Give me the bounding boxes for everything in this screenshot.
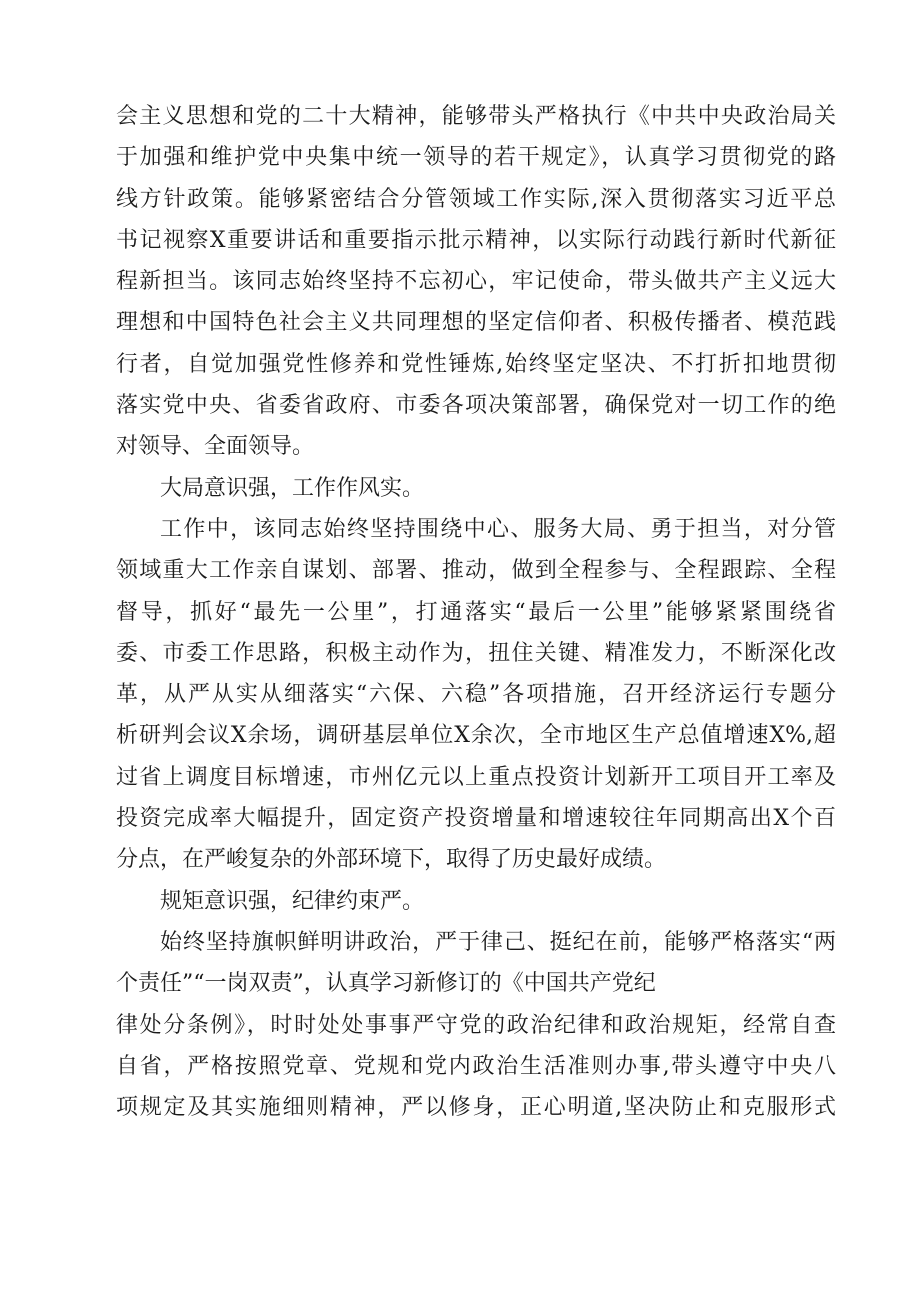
text-line: 书记视察X重要讲话和重要指示批示精神，以实际行动践行新时代新征 (116, 227, 836, 253)
text-line-paragraph-start: 工作中，该同志始终坚持围绕中心、服务大局、勇于担当，对分管 (160, 516, 836, 542)
text-line: 自省，严格按照党章、党规和党内政治生活准则办事,带头遵守中央八 (116, 1053, 836, 1079)
text-line: 投资完成率大幅提升，固定资产投资增量和增速较往年同期高出X个百 (116, 806, 836, 832)
text-line: 革，从严从实从细落实“六保、六稳”各项措施，召开经济运行专题分 (116, 682, 836, 708)
text-line: 过省上调度目标增速，市州亿元以上重点投资计划新开工项目开工率及 (116, 764, 836, 790)
text-line: 会主义思想和党的二十大精神，能够带头严格执行《中共中央政治局关 (116, 104, 836, 129)
text-line: 析研判会议X余场，调研基层单位X余次，全市地区生产总值增速X%,超 (116, 723, 836, 749)
text-line: 线方针政策。能够紧密结合分管领域工作实际,深入贯彻落实习近平总 (116, 186, 836, 212)
text-line: 程新担当。该同志始终坚持不忘初心，牢记使命，带头做共产主义远大 (116, 269, 836, 295)
section-heading-overall-awareness: 大局意识强，工作作风实。 (160, 475, 425, 501)
text-line: 委、市委工作思路，积极主动作为，扭住关键、精准发力，不断深化改 (116, 640, 836, 666)
text-line: 领域重大工作亲自谋划、部署、推动，做到全程参与、全程跟踪、全程 (116, 558, 836, 584)
text-line-paragraph-end: 分点，在严峻复杂的外部环境下，取得了历史最好成绩。 (116, 847, 667, 873)
text-line: 于加强和维护党中央集中统一领导的若干规定》，认真学习贯彻党的路 (116, 145, 836, 171)
section-heading-rules-awareness: 规矩意识强，纪律约束严。 (160, 888, 425, 914)
text-line: 项规定及其实施细则精神，严以修身，正心明道,坚决防止和克服形式 (116, 1095, 836, 1121)
text-line: 督导，抓好“最先一公里”，打通落实“最后一公里”能够紧紧围绕省 (116, 599, 836, 625)
document-body (116, 96, 836, 1128)
text-line-paragraph-start: 始终坚持旗帜鲜明讲政治，严于律己、挺纪在前，能够严格落实“两 (160, 929, 836, 955)
text-line: 理想和中国特色社会主义共同理想的坚定信仰者、积极传播者、模范践 (116, 310, 836, 336)
text-line: 个责任”“一岗双责”，认真学习新修订的《中国共产党纪 (116, 971, 656, 997)
text-line-paragraph-end: 对领导、全面领导。 (116, 434, 315, 460)
text-line: 落实党中央、省委省政府、市委各项决策部署，确保党对一切工作的绝 (116, 393, 836, 419)
text-line: 行者，自觉加强党性修养和党性锤炼,始终坚定坚决、不打折扣地贯彻 (116, 351, 836, 377)
text-line: 律处分条例》，时时处处事事严守党的政治纪律和政治规矩，经常自查 (116, 1012, 836, 1038)
